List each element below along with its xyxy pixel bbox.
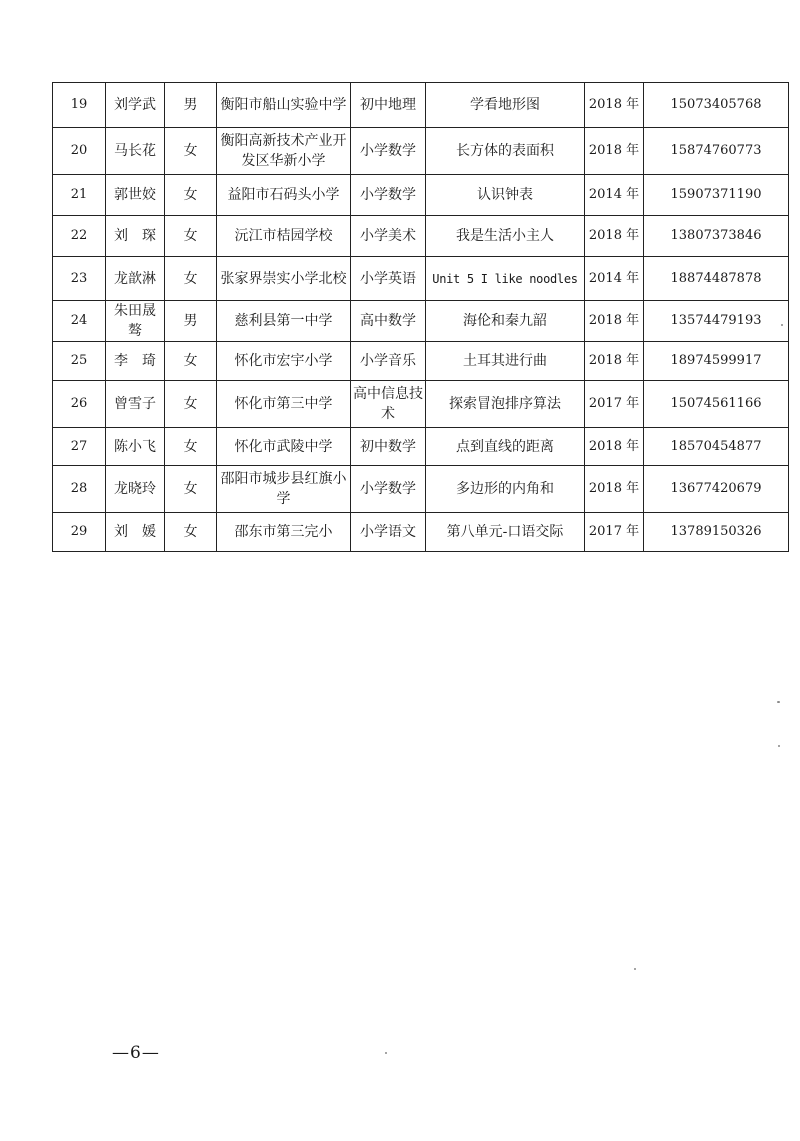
phone-cell: 13574479193 [644,301,789,342]
lesson-topic-cell: 多边形的内角和 [426,466,585,513]
roster-body [53,83,789,552]
phone-cell: 15073405768 [644,83,789,128]
year-cell: 2018 年 [585,301,644,342]
scan-speck [781,324,783,326]
table-row [53,257,789,301]
school-cell: 怀化市第三中学 [217,381,351,428]
school-cell: 邵东市第三完小 [217,513,351,552]
scan-speck [778,745,780,747]
phone-cell: 13677420679 [644,466,789,513]
table-row [53,342,789,381]
teacher-name-cell: 马长花 [106,128,165,175]
teacher-name-cell: 朱田晟骜 [106,301,165,342]
table-row [53,466,789,513]
table-row [53,83,789,128]
phone-cell: 15874760773 [644,128,789,175]
school-cell: 沅江市桔园学校 [217,216,351,257]
lesson-topic-cell: 第八单元-口语交际 [426,513,585,552]
year-cell: 2017 年 [585,513,644,552]
scan-speck [777,701,780,703]
table-row [53,216,789,257]
subject-cell: 高中信息技术 [351,381,426,428]
row-number-cell: 29 [53,513,106,552]
teacher-name-cell: 郭世姣 [106,175,165,216]
lesson-topic-cell: 认识钟表 [426,175,585,216]
phone-cell: 18874487878 [644,257,789,301]
lesson-topic-cell: Unit 5 I like noodles [426,257,585,301]
gender-cell: 女 [165,216,217,257]
lesson-topic-cell: 土耳其进行曲 [426,342,585,381]
school-cell: 怀化市武陵中学 [217,428,351,466]
gender-cell: 女 [165,175,217,216]
subject-cell: 小学音乐 [351,342,426,381]
row-number-cell: 26 [53,381,106,428]
lesson-topic-cell: 海伦和秦九韶 [426,301,585,342]
row-number-cell: 28 [53,466,106,513]
year-cell: 2017 年 [585,381,644,428]
year-cell: 2018 年 [585,342,644,381]
teacher-name-cell: 龙晓玲 [106,466,165,513]
school-cell: 怀化市宏宇小学 [217,342,351,381]
year-cell: 2014 年 [585,257,644,301]
gender-cell: 男 [165,301,217,342]
teacher-name-cell: 刘 琛 [106,216,165,257]
table-row [53,381,789,428]
phone-cell: 18974599917 [644,342,789,381]
lesson-topic-cell: 探索冒泡排序算法 [426,381,585,428]
school-cell: 衡阳市船山实验中学 [217,83,351,128]
subject-cell: 小学语文 [351,513,426,552]
school-cell: 益阳市石码头小学 [217,175,351,216]
gender-cell: 女 [165,257,217,301]
year-cell: 2014 年 [585,175,644,216]
row-number-cell: 19 [53,83,106,128]
school-cell: 慈利县第一中学 [217,301,351,342]
teacher-name-cell: 李 琦 [106,342,165,381]
scan-speck [634,968,636,970]
teacher-name-cell: 刘 媛 [106,513,165,552]
page-number: —6— [112,1043,160,1063]
subject-cell: 小学美术 [351,216,426,257]
year-cell: 2018 年 [585,466,644,513]
table-row [53,513,789,552]
row-number-cell: 24 [53,301,106,342]
table-row [53,128,789,175]
subject-cell: 初中数学 [351,428,426,466]
gender-cell: 女 [165,381,217,428]
subject-cell: 小学数学 [351,175,426,216]
gender-cell: 男 [165,83,217,128]
school-cell: 邵阳市城步县红旗小学 [217,466,351,513]
teacher-name-cell: 曾雪子 [106,381,165,428]
subject-cell: 高中数学 [351,301,426,342]
teacher-roster-table [52,82,789,552]
row-number-cell: 21 [53,175,106,216]
phone-cell: 13807373846 [644,216,789,257]
teacher-name-cell: 刘学武 [106,83,165,128]
lesson-topic-cell: 学看地形图 [426,83,585,128]
year-cell: 2018 年 [585,428,644,466]
lesson-topic-cell: 我是生活小主人 [426,216,585,257]
gender-cell: 女 [165,466,217,513]
subject-cell: 小学数学 [351,466,426,513]
row-number-cell: 23 [53,257,106,301]
phone-cell: 15907371190 [644,175,789,216]
teacher-name-cell: 陈小飞 [106,428,165,466]
phone-cell: 18570454877 [644,428,789,466]
gender-cell: 女 [165,513,217,552]
subject-cell: 小学英语 [351,257,426,301]
year-cell: 2018 年 [585,128,644,175]
row-number-cell: 20 [53,128,106,175]
phone-cell: 13789150326 [644,513,789,552]
subject-cell: 初中地理 [351,83,426,128]
table-row [53,301,789,342]
row-number-cell: 27 [53,428,106,466]
school-cell: 衡阳高新技术产业开发区华新小学 [217,128,351,175]
row-number-cell: 22 [53,216,106,257]
gender-cell: 女 [165,428,217,466]
school-cell: 张家界崇实小学北校 [217,257,351,301]
table-row [53,175,789,216]
row-number-cell: 25 [53,342,106,381]
teacher-name-cell: 龙歆淋 [106,257,165,301]
gender-cell: 女 [165,342,217,381]
lesson-topic-cell: 点到直线的距离 [426,428,585,466]
year-cell: 2018 年 [585,83,644,128]
subject-cell: 小学数学 [351,128,426,175]
scan-speck [385,1052,387,1054]
gender-cell: 女 [165,128,217,175]
lesson-topic-cell: 长方体的表面积 [426,128,585,175]
year-cell: 2018 年 [585,216,644,257]
phone-cell: 15074561166 [644,381,789,428]
table-row [53,428,789,466]
